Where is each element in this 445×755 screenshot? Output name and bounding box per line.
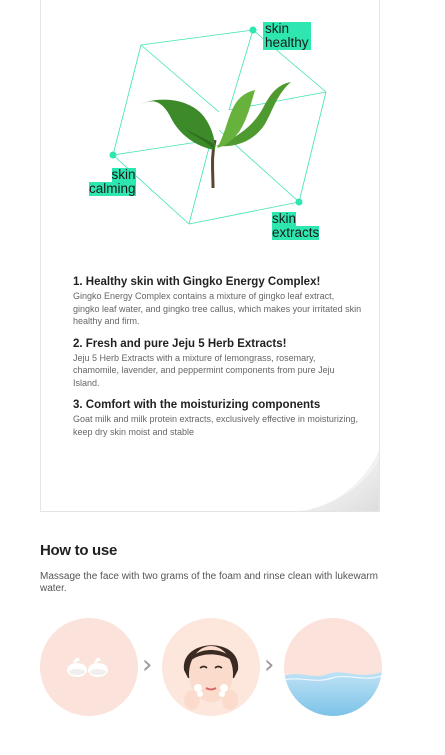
feature-body: Gingko Energy Complex contains a mixture of gingko leaf extract, gingko leaf water, and gingko tree callus, which makes your irritated skin healthy and firm. [73,291,362,326]
feature-item [73,338,363,390]
chevron-right-icon: › [142,650,153,680]
feature-title: 1. Healthy skin with Gingko Energy Complex! [73,276,321,288]
chevron-right-icon: › [264,650,275,680]
step-foam [40,618,138,716]
tag-skin-healthy [263,22,311,50]
feature-title: 2. Fresh and pure Jeju 5 Herb Extracts! [73,337,287,350]
foam-icon [40,618,138,716]
step-rinse [284,618,382,716]
tag-skin-healthy-line2: healthy [265,35,309,50]
howto-title: How to use [40,542,118,559]
tag-skin-calming-line2: calming [89,181,136,196]
feature-item [73,399,363,438]
feature-card [40,0,380,512]
cube-diagram [41,0,380,260]
tag-skin-calming [87,168,138,196]
usage-steps [40,618,385,718]
water-icon [284,618,382,716]
tag-skin-extracts [270,212,321,240]
howto-description: Massage the face with two grams of the foam and rinse clean with lukewarm water. [40,571,378,594]
feature-body: Jeju 5 Herb Extracts with a mixture of lemongrass, rosemary, chamomile, lavender, and peppermint components from pure Jeju Island. [73,352,335,388]
tag-skin-healthy-line1: skin [265,21,290,36]
plant-image [141,82,291,188]
tag-skin-extracts-line1: skin [272,211,297,226]
page-curl [299,451,379,511]
step-wash-face [162,618,260,716]
tag-skin-calming-line1: skin [111,167,136,182]
tag-skin-extracts-line2: extracts [272,225,320,240]
feature-title: 3. Comfort with the moisturizing components [73,399,321,411]
feature-list [73,276,363,448]
feature-item [73,276,363,328]
feature-body: Goat milk and milk protein extracts, exclusively effective in moisturizing, keep dry skin moist and stable [73,414,358,437]
face-washing-icon [162,618,260,716]
